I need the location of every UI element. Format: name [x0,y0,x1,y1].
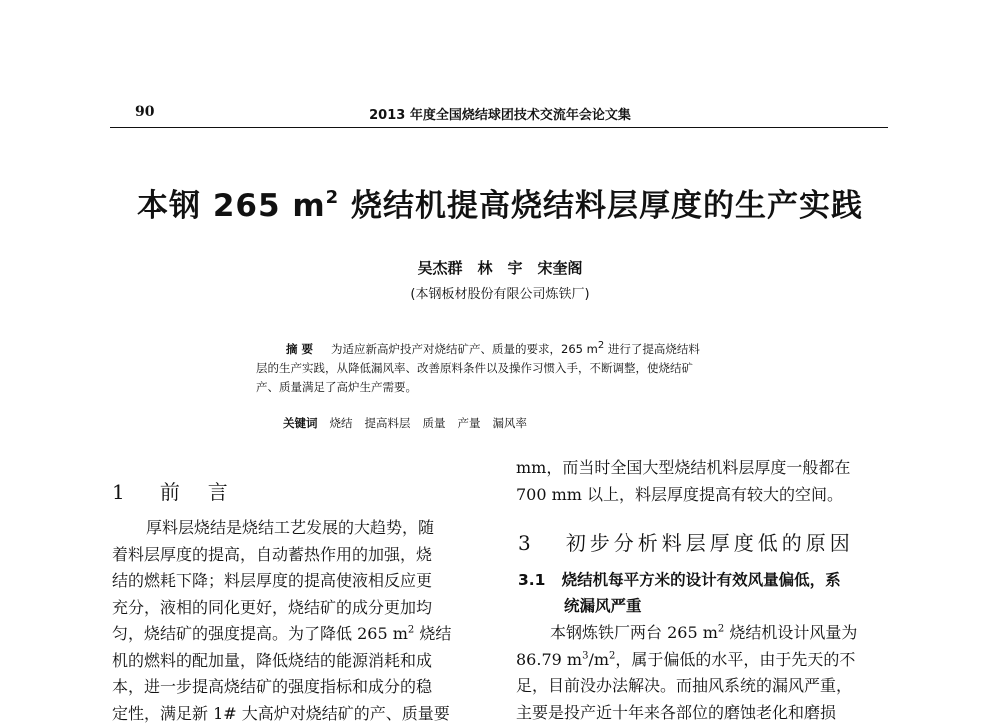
body-text: 86.79 m [516,650,582,669]
section-3-number: 3 [518,531,535,555]
keywords-label: 关键词 [283,416,318,430]
section-3-title: 初步分析料层厚度低的原因 [566,531,854,555]
keyword-item: 烧结 [330,416,353,430]
section-1-title: 前 言 [160,480,232,504]
abstract-label: 摘要 [286,342,317,356]
abstract-superscript: 2 [598,340,604,351]
body-line [112,621,492,648]
body-text: 本钢炼铁厂两台 265 m [550,623,718,642]
right-column-body [516,620,896,726]
body-line: 700 mm 以上，料层厚度提高有较大的空间。 [516,482,896,509]
page-number: 90 [135,104,154,120]
body-line: 结的燃耗下降；料层厚度的提高使液相反应更 [112,568,492,595]
subsection-3-1-heading [518,567,841,619]
body-superscript: 2 [609,650,615,661]
paper-title [0,180,1000,225]
keyword-item: 提高料层 [365,416,411,430]
section-1-number: 1 [112,480,129,504]
body-text: /m [588,650,609,669]
keyword-item: 产量 [458,416,481,430]
title-superscript: 2 [326,187,340,208]
authors: 吴杰群 林 宇 宋奎阁 [0,257,1000,278]
body-line: 本，进一步提高烧结矿的强度指标和成分的稳 [112,674,492,701]
body-text: 烧结机设计风量为 [724,623,857,642]
body-text: ，属于偏低的水平，由于先天的不 [615,650,855,669]
abstract-line-1 [256,340,756,359]
subsection-number: 3.1 [518,571,545,589]
body-line: 足，目前没办法解决。而抽风系统的漏风严重， [516,673,896,700]
subsection-line [518,567,841,593]
abstract-line-3: 产、质量满足了高炉生产需要。 [256,378,756,397]
section-3-heading [518,527,854,556]
header-rule [110,127,888,128]
keyword-item: 漏风率 [493,416,528,430]
body-line: 充分，液相的同化更好，烧结矿的成分更加均 [112,595,492,622]
abstract-text-1a: 为适应新高炉投产对烧结矿产、质量的要求，265 m [331,342,598,356]
body-line: 着料层厚度的提高，自动蓄热作用的加强，烧 [112,542,492,569]
title-part-2: 烧结机提高烧结料层厚度的生产实践 [339,188,863,224]
abstract-text-1b: 进行了提高烧结料 [604,342,700,356]
subsection-title-2: 统漏风严重 [518,593,841,619]
body-superscript: 2 [718,624,724,635]
abstract-line-2: 层的生产实践，从降低漏风率、改善原料条件以及操作习惯入手，不断调整，使烧结矿 [256,359,756,378]
body-line: 机的燃料的配加量，降低烧结的能源消耗和成 [112,648,492,675]
keywords [283,415,539,431]
body-superscript: 3 [582,650,588,661]
subsection-title-1: 烧结机每平方米的设计有效风量偏低，系 [562,571,841,589]
right-column-top [516,455,896,508]
running-title: 2013 年度全国烧结球团技术交流年会论文集 [0,104,1000,123]
body-text: 匀，烧结矿的强度提高。为了降低 265 m [112,624,408,643]
body-text: 烧结 [414,624,451,643]
left-column-body [112,515,492,727]
body-line [516,647,896,674]
affiliation: (本钢板材股份有限公司炼铁厂) [0,283,1000,302]
body-line [516,620,896,647]
body-line: 主要是投产近十年来各部位的磨蚀老化和磨损 [516,700,896,727]
keyword-item: 质量 [423,416,446,430]
body-line: mm，而当时全国大型烧结机料层厚度一般都在 [516,455,896,482]
body-line: 定性，满足新 1# 大高炉对烧结矿的产、质量要 [112,701,492,727]
section-1-heading [112,476,232,505]
body-superscript: 2 [408,625,414,636]
abstract [256,340,756,397]
title-part-1: 本钢 265 m [137,188,326,224]
body-line: 厚料层烧结是烧结工艺发展的大趋势，随 [112,515,492,542]
